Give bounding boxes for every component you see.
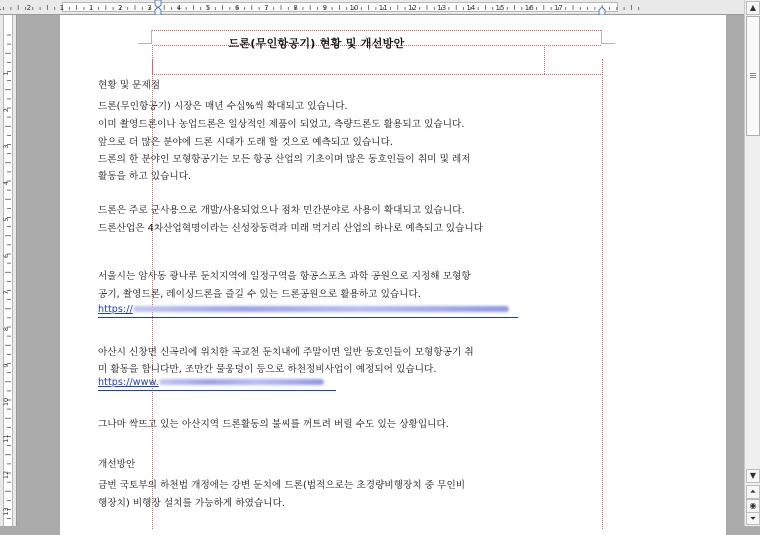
- ruler-label: 3: [2, 144, 10, 149]
- ruler-label: 11: [378, 4, 388, 12]
- ruler-label: 8: [2, 326, 10, 332]
- ruler-label: 17: [553, 4, 563, 12]
- vertical-ruler[interactable]: [0, 15, 17, 526]
- select-browse-object-button[interactable]: [746, 499, 760, 513]
- hyperlink[interactable]: https://www.: [98, 377, 159, 388]
- scroll-thumb[interactable]: [746, 16, 760, 136]
- crop-mark: [601, 30, 602, 44]
- ruler-label: 12: [2, 470, 10, 480]
- horizontal-ruler[interactable]: [0, 0, 744, 15]
- ruler-label: 16: [524, 4, 534, 12]
- paragraph-line[interactable]: 아산시 신창면 신곡리에 위치한 곡교천 둔치내에 주말이면 일반 동호인들이 모형항공기 취: [98, 347, 474, 358]
- redacted-url: [159, 379, 324, 385]
- circle-icon: ◉: [749, 501, 757, 510]
- arrow-down-icon: ▼: [749, 471, 757, 480]
- scroll-up-button[interactable]: [746, 1, 760, 15]
- ruler-label: 15: [495, 4, 505, 12]
- ruler-label: 5: [2, 217, 10, 222]
- ruler-label: 9: [322, 4, 328, 12]
- ruler-label: 8: [293, 4, 298, 12]
- ruler-label: 1: [2, 71, 10, 76]
- ruler-label: 12: [407, 4, 417, 12]
- ruler-label: 6: [234, 4, 240, 12]
- section-heading-improvement[interactable]: 개선방안: [98, 459, 136, 470]
- grip-line: [750, 77, 756, 78]
- section-heading-status[interactable]: 현황 및 문제점: [98, 80, 161, 91]
- hyperlink[interactable]: https://: [98, 304, 133, 315]
- double-down-icon: ⏷: [749, 514, 757, 523]
- ruler-label: 14: [466, 4, 476, 12]
- ruler-label: 9: [2, 363, 10, 368]
- ruler-label: 1: [88, 4, 94, 12]
- hyperlink-line[interactable]: [98, 377, 324, 388]
- ruler-label: 2: [26, 4, 32, 12]
- paragraph-line[interactable]: 공기, 촬영드론, 레이싱드론을 즐길 수 있는 드론공원으로 활용하고 있습니다.: [98, 289, 421, 300]
- ruler-label: 2: [118, 4, 123, 12]
- paragraph-line[interactable]: 드론산업은 4차산업혁명이라는 신성장동력과 미래 먹거리 산업의 하나로 예측되고 있습니다: [98, 223, 484, 234]
- scroll-down-button[interactable]: [746, 469, 760, 483]
- paragraph-line[interactable]: 금번 국토부의 하천법 개정에는 강변 둔치에 드론(법적으로는 초경량비행장치 중 무인비: [98, 480, 466, 491]
- ruler-label: 2: [2, 107, 10, 113]
- paragraph-line[interactable]: 드론(무인항공기) 시장은 매년 수십%씩 확대되고 있습니다.: [98, 101, 348, 112]
- paragraph-line[interactable]: 서울시는 암사동 광나루 둔치지역에 일정구역을 항공스포츠 과학 공원으로 지정해 모형항: [98, 271, 471, 282]
- ruler-label: 13: [2, 507, 10, 516]
- paragraph-line[interactable]: 그나마 싹뜨고 있는 아산지역 드론활동의 불씨를 꺼트려 버릴 수도 있는 상황입니다.: [98, 419, 449, 430]
- paragraph-line[interactable]: 활동을 하고 있습니다.: [98, 171, 192, 182]
- ruler-label: 1: [59, 4, 65, 12]
- hyperlink-line[interactable]: [98, 304, 509, 315]
- document-title[interactable]: 드론(무인항공기) 현황 및 개선방안: [228, 37, 405, 50]
- ruler-label: 7: [2, 290, 10, 295]
- double-up-icon: ⏶: [749, 487, 757, 496]
- ruler-label: 5: [205, 4, 211, 12]
- previous-page-button[interactable]: [746, 485, 760, 499]
- paragraph-line[interactable]: 미 활동을 합니다만, 조만간 물웅덩이 등으로 하천정비사업이 예정되어 있습니다.: [98, 364, 437, 375]
- indent-marker-icon: [155, 7, 161, 15]
- ruler-label: 7: [264, 4, 269, 12]
- vertical-scrollbar[interactable]: [744, 0, 760, 526]
- ruler-label: 6: [2, 253, 10, 259]
- ruler-ticks-vertical: [0, 15, 17, 526]
- grip-line: [750, 75, 756, 76]
- ruler-label: 10: [349, 4, 359, 12]
- crop-mark: [601, 43, 615, 44]
- paragraph-line[interactable]: 앞으로 더 많은 분야에 드론 시대가 도래 할 것으로 예측되고 있습니다.: [98, 137, 393, 148]
- ruler-label: 13: [437, 4, 447, 12]
- ruler-label: 4: [2, 180, 10, 186]
- paragraph-line[interactable]: 드론의 한 분야인 모형항공기는 모든 항공 산업의 기초이며 많은 동호인들이 취미 및 레저: [98, 154, 471, 165]
- ruler-label: 10: [2, 397, 10, 407]
- paragraph-line[interactable]: 이미 촬영드론이나 농업드론은 일상적인 제품이 되었고, 측량드론도 활용되고 있습니다.: [98, 119, 465, 130]
- ruler-label: [0, 4, 2, 12]
- ruler-label: 11: [2, 434, 10, 443]
- hyperlink-underline: [98, 317, 518, 318]
- arrow-up-icon: ▲: [749, 3, 757, 12]
- next-page-button[interactable]: [746, 512, 760, 525]
- ruler-label: 3: [147, 4, 152, 12]
- hyperlink-underline: [98, 390, 336, 391]
- redacted-url: [133, 306, 509, 312]
- right-indent-marker-icon: [599, 7, 605, 15]
- paragraph-line[interactable]: 드론은 주로 군사용으로 개발/사용되었으나 점차 민간분야로 사용이 확대되고 있습니다.: [98, 205, 465, 216]
- ruler-label: 4: [176, 4, 182, 12]
- grip-line: [750, 73, 756, 74]
- paragraph-line[interactable]: 행장치) 비행장 설치를 가능하게 하였습니다.: [98, 498, 286, 509]
- ruler-ticks: [0, 0, 744, 15]
